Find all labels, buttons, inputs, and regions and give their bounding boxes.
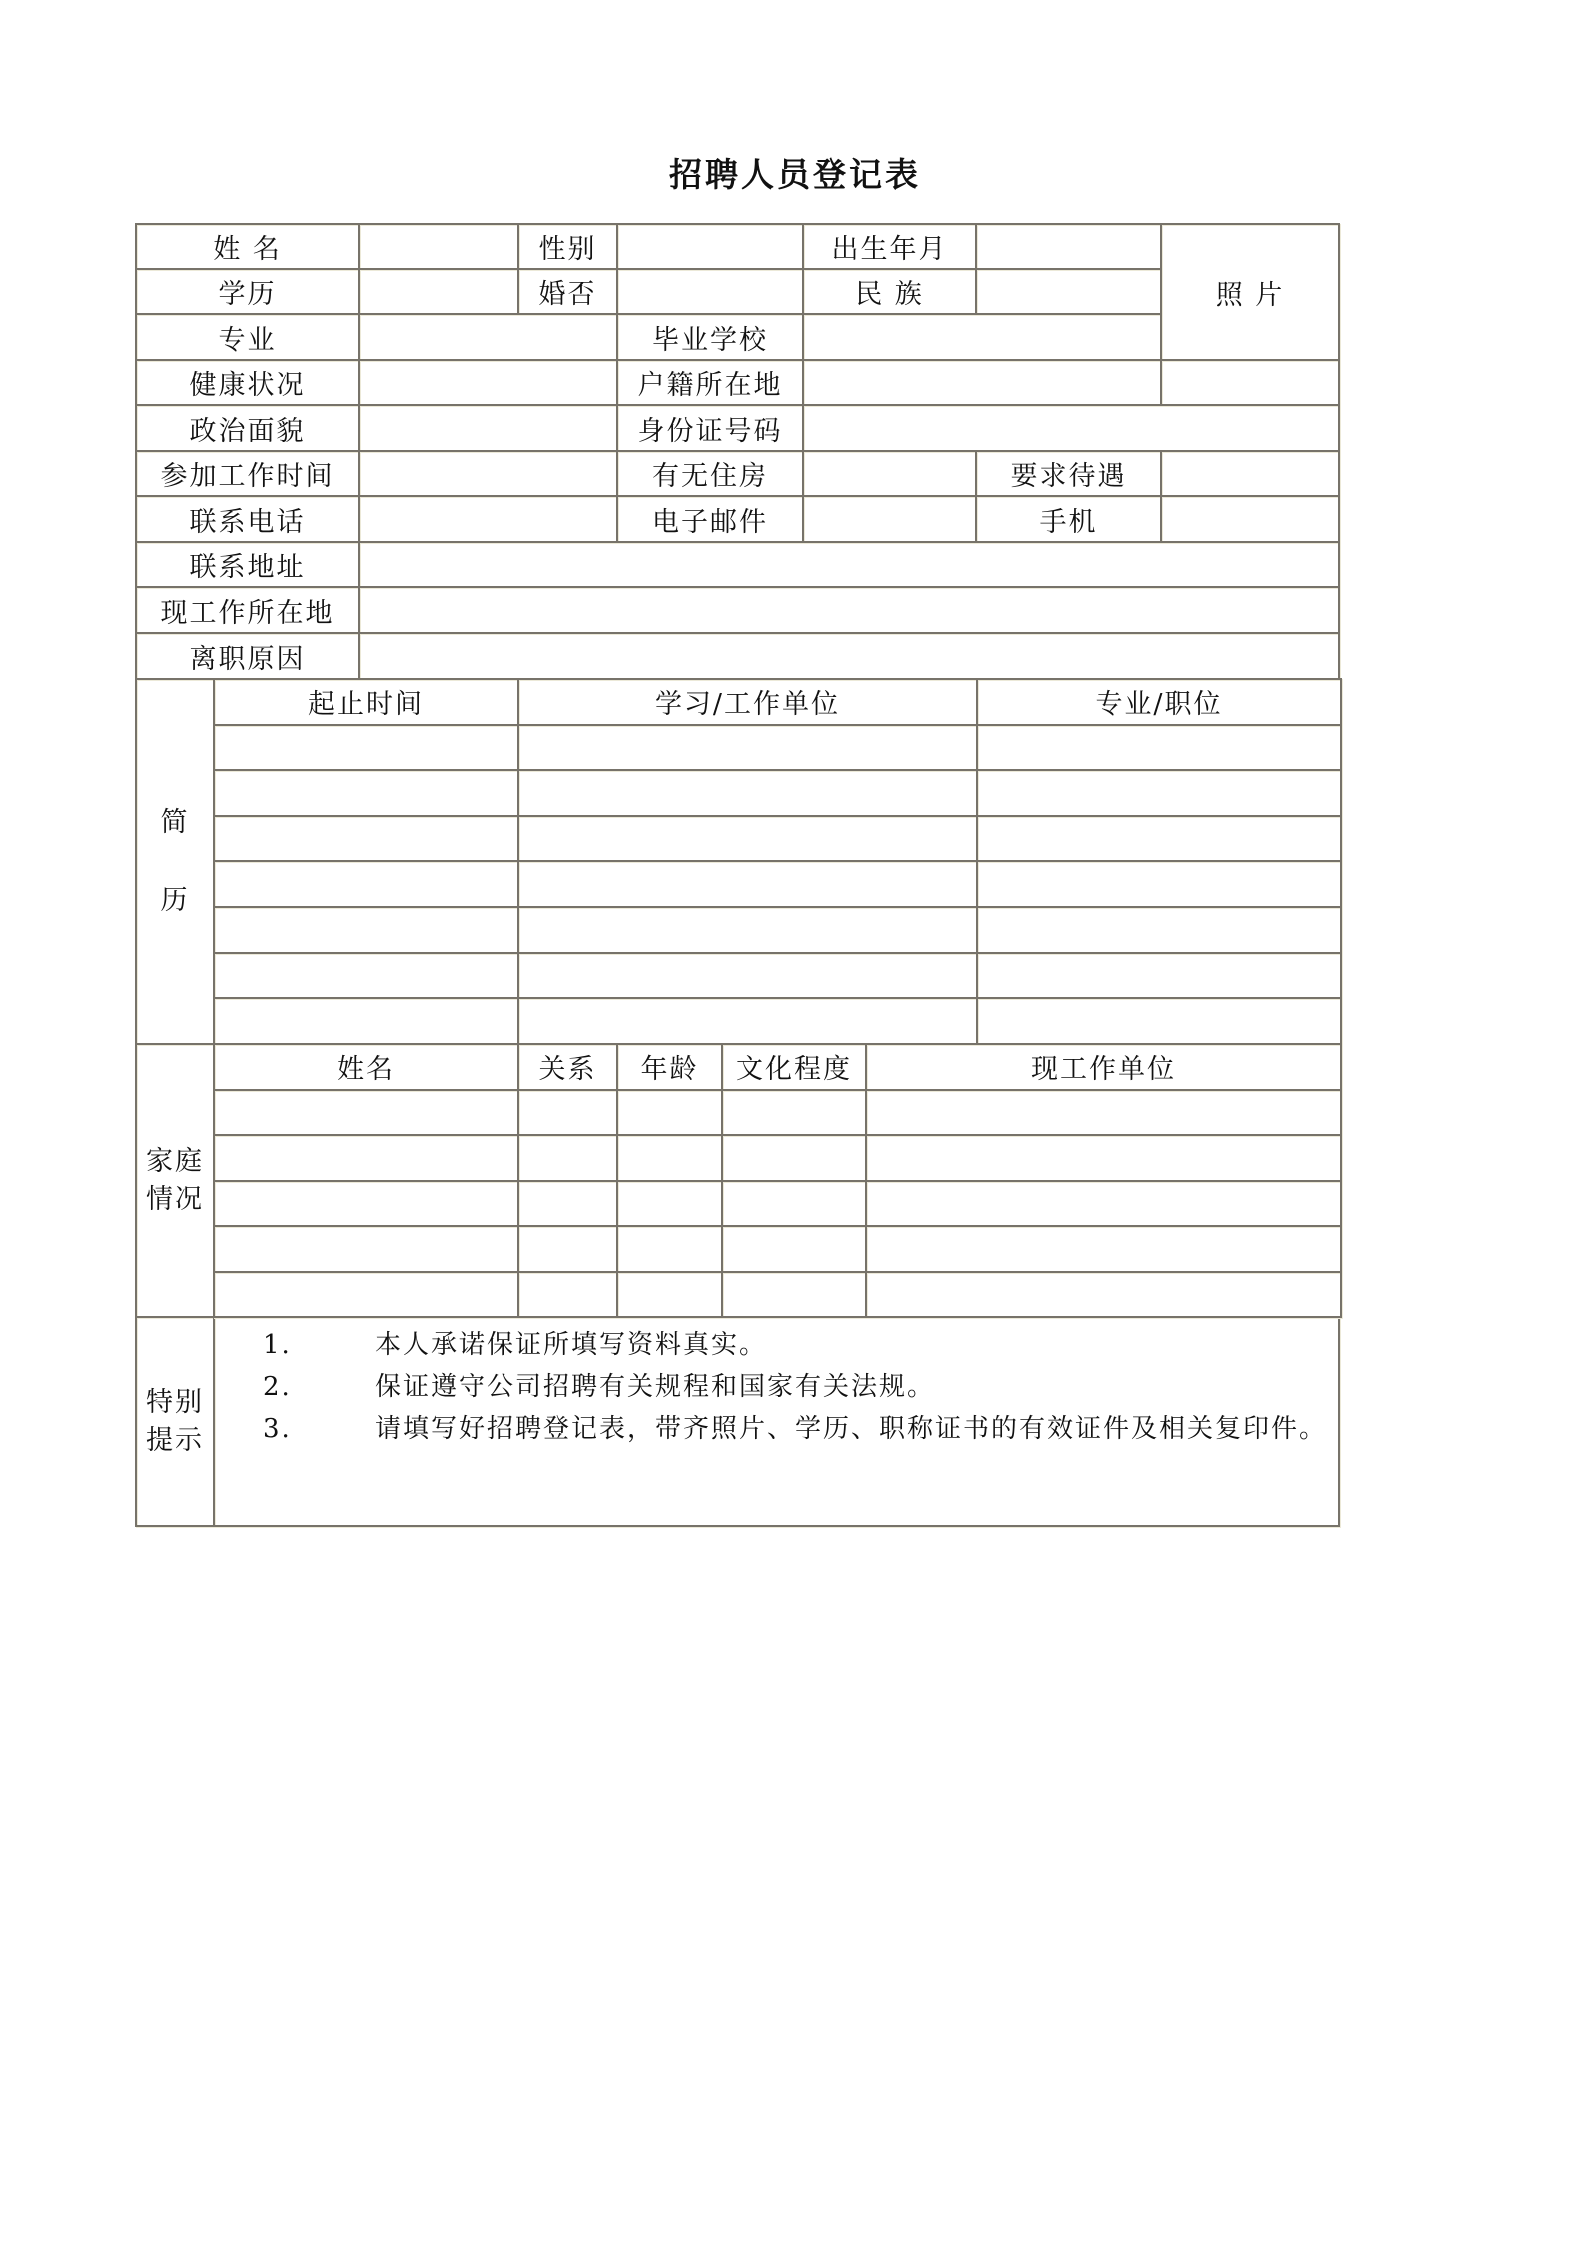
salary-label: 要求待遇 [975, 450, 1162, 497]
family-section-label [135, 1043, 215, 1318]
id-label: 身份证号码 [616, 404, 804, 452]
family-cell[interactable] [517, 1225, 618, 1273]
education-field[interactable] [358, 268, 519, 315]
note-item [215, 1408, 1338, 1450]
ethnicity-field[interactable] [975, 268, 1162, 315]
family-cell[interactable] [865, 1134, 1342, 1182]
name-label: 姓 名 [135, 223, 360, 270]
resume-cell[interactable] [976, 815, 1342, 863]
family-cell[interactable] [616, 1134, 723, 1182]
family-cell[interactable] [517, 1271, 618, 1319]
resume-cell[interactable] [517, 724, 978, 772]
note-number: 3. [263, 1414, 292, 1444]
resume-label-char-1: 简 [160, 806, 190, 838]
major-field[interactable] [358, 313, 618, 361]
family-header: 现工作单位 [865, 1043, 1342, 1091]
mobile-label: 手机 [975, 495, 1162, 543]
hukou-field[interactable] [802, 359, 1162, 406]
salary-field[interactable] [1160, 450, 1340, 497]
family-cell[interactable] [721, 1089, 867, 1137]
leave-reason-field[interactable] [358, 632, 1340, 680]
family-cell[interactable] [865, 1089, 1342, 1137]
resume-cell[interactable] [517, 769, 978, 817]
family-cell[interactable] [517, 1134, 618, 1182]
family-label-line-2: 情况 [146, 1183, 204, 1215]
birth-label: 出生年月 [802, 223, 977, 270]
family-cell[interactable] [517, 1180, 618, 1228]
resume-cell[interactable] [976, 860, 1342, 908]
family-cell[interactable] [616, 1180, 723, 1228]
family-header: 年龄 [616, 1043, 723, 1091]
name-field[interactable] [358, 223, 519, 270]
id-field[interactable] [802, 404, 1340, 452]
note-item [215, 1324, 1338, 1366]
resume-label-char-2: 历 [160, 884, 190, 916]
family-cell[interactable] [616, 1271, 723, 1319]
page-title: 招聘人员登记表 [669, 155, 921, 194]
health-field[interactable] [358, 359, 618, 406]
work-start-label: 参加工作时间 [135, 450, 360, 497]
family-cell[interactable] [213, 1225, 519, 1273]
resume-cell[interactable] [976, 769, 1342, 817]
resume-cell[interactable] [976, 997, 1342, 1045]
notes-box [213, 1316, 1340, 1527]
resume-cell[interactable] [976, 724, 1342, 772]
notes-section-label [135, 1316, 215, 1527]
note-text: 保证遵守公司招聘有关规程和国家有关法规。 [375, 1372, 936, 1402]
family-cell[interactable] [213, 1089, 519, 1137]
current-work-label: 现工作所在地 [135, 586, 360, 634]
family-cell[interactable] [721, 1180, 867, 1228]
family-header: 关系 [517, 1043, 618, 1091]
resume-header: 学习/工作单位 [517, 678, 978, 726]
family-cell[interactable] [213, 1271, 519, 1319]
health-label: 健康状况 [135, 359, 360, 406]
family-cell[interactable] [865, 1271, 1342, 1319]
notes-label-line-2: 提示 [146, 1424, 204, 1456]
mobile-field[interactable] [1160, 495, 1340, 543]
address-field[interactable] [358, 541, 1340, 588]
family-header: 文化程度 [721, 1043, 867, 1091]
phone-field[interactable] [358, 495, 618, 543]
resume-cell[interactable] [213, 769, 519, 817]
resume-section-label [135, 678, 215, 1045]
resume-cell[interactable] [213, 906, 519, 954]
family-header: 姓名 [213, 1043, 519, 1091]
resume-cell[interactable] [213, 952, 519, 1000]
gender-label: 性别 [517, 223, 618, 270]
note-number: 2. [263, 1372, 292, 1402]
email-label: 电子邮件 [616, 495, 804, 543]
resume-cell[interactable] [517, 997, 978, 1045]
marital-label: 婚否 [517, 268, 618, 315]
resume-cell[interactable] [517, 906, 978, 954]
note-number: 1. [263, 1330, 292, 1360]
birth-field[interactable] [975, 223, 1162, 270]
resume-cell[interactable] [213, 815, 519, 863]
housing-label: 有无住房 [616, 450, 804, 497]
political-label: 政治面貌 [135, 404, 360, 452]
gender-field[interactable] [616, 223, 804, 270]
resume-cell[interactable] [517, 952, 978, 1000]
hukou-label: 户籍所在地 [616, 359, 804, 406]
notes-label-line-1: 特别 [146, 1386, 204, 1418]
email-field[interactable] [802, 495, 977, 543]
family-label-line-1: 家庭 [146, 1145, 204, 1177]
education-label: 学历 [135, 268, 360, 315]
school-field[interactable] [802, 313, 1162, 361]
notes-list [215, 1324, 1338, 1450]
resume-header: 专业/职位 [976, 678, 1342, 726]
resume-cell[interactable] [517, 860, 978, 908]
family-cell[interactable] [721, 1225, 867, 1273]
family-cell[interactable] [721, 1134, 867, 1182]
resume-cell[interactable] [213, 997, 519, 1045]
note-text: 请填写好招聘登记表，带齐照片、学历、职称证书的有效证件及相关复印件。 [375, 1414, 1328, 1444]
work-start-field[interactable] [358, 450, 618, 497]
photo-box[interactable]: 照 片 [1160, 223, 1340, 361]
marital-field[interactable] [616, 268, 804, 315]
resume-cell[interactable] [976, 952, 1342, 1000]
family-cell[interactable] [616, 1225, 723, 1273]
family-cell[interactable] [517, 1089, 618, 1137]
family-cell[interactable] [213, 1134, 519, 1182]
resume-cell[interactable] [976, 906, 1342, 954]
current-work-field[interactable] [358, 586, 1340, 634]
address-label: 联系地址 [135, 541, 360, 588]
phone-label: 联系电话 [135, 495, 360, 543]
major-label: 专业 [135, 313, 360, 361]
housing-field[interactable] [802, 450, 977, 497]
school-label: 毕业学校 [616, 313, 804, 361]
family-cell[interactable] [865, 1180, 1342, 1228]
family-cell[interactable] [865, 1225, 1342, 1273]
resume-header: 起止时间 [213, 678, 519, 726]
family-cell[interactable] [721, 1271, 867, 1319]
ethnicity-label: 民 族 [802, 268, 977, 315]
family-cell[interactable] [213, 1180, 519, 1228]
resume-cell[interactable] [517, 815, 978, 863]
leave-reason-label: 离职原因 [135, 632, 360, 680]
resume-cell[interactable] [213, 724, 519, 772]
note-item [215, 1366, 1338, 1408]
hukou-extra-field[interactable] [1160, 359, 1340, 406]
family-cell[interactable] [616, 1089, 723, 1137]
resume-cell[interactable] [213, 860, 519, 908]
note-text: 本人承诺保证所填写资料真实。 [375, 1330, 768, 1360]
political-field[interactable] [358, 404, 618, 452]
